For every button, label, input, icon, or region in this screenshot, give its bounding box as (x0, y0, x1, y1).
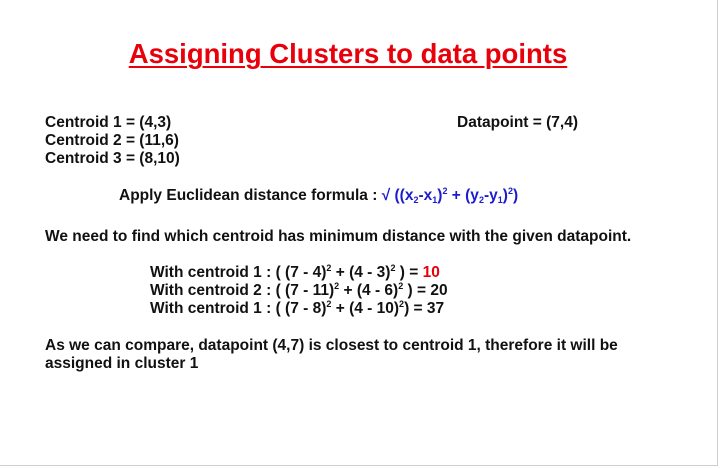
formula-line (119, 187, 518, 205)
distance-calculations (150, 264, 448, 318)
calculation-row-1: With centroid 1 : ( (7 - 4)$^2$ + (4 - 3)$^2$ ) = 10 (150, 263, 440, 281)
formula-label: Apply Euclidean distance formula : (119, 187, 382, 204)
conclusion-text: As we can compare, datapoint (4,7) is closest to centroid 1, therefore it will be assigned in cluster 1 (45, 337, 618, 372)
centroid-1: Centroid 1 = (4,3) (45, 114, 172, 131)
result-value-3: 37 (426, 300, 445, 317)
centroid-list (45, 114, 180, 168)
centroid-3: Centroid 3 = (8,10) (45, 150, 180, 167)
page-title: Assigning Clusters to data points (128, 38, 568, 69)
calculation-row-3: With centroid 1 : ( (7 - 8)$^2$ + (4 - 10)$^2$) = 37 (150, 299, 445, 317)
instruction-text: We need to find which centroid has minimum distance with the given datapoint. (45, 228, 632, 245)
euclidean-formula: √ $((x_2-x_1)^2 + (y_2-y_1)^2)$ (381, 186, 519, 205)
calculation-row-2: With centroid 2 : ( (7 - 11)$^2$ + (4 - 6)$^2$ ) = 20 (150, 281, 448, 299)
datapoint-label: Datapoint = (7,4) (457, 114, 579, 131)
result-value-1: 10 (422, 264, 440, 281)
result-value-2: 20 (430, 282, 448, 299)
centroid-2: Centroid 2 = (11,6) (45, 132, 179, 149)
